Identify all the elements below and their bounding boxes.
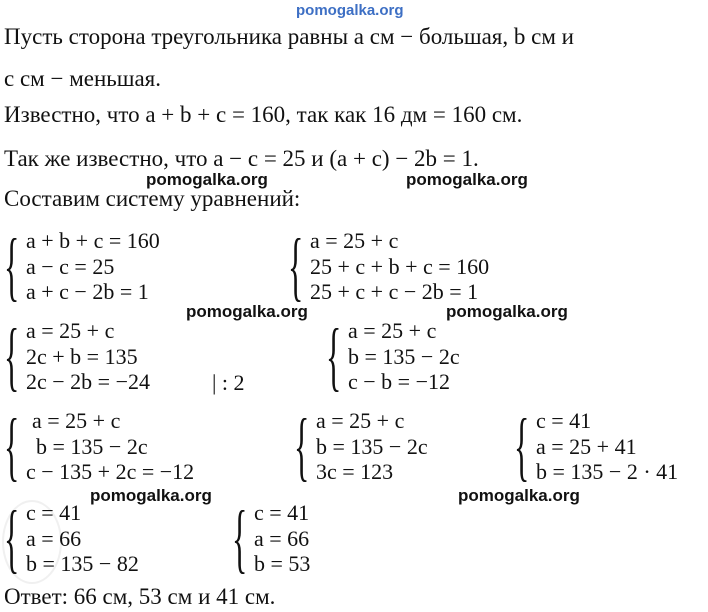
equation: a = 66 <box>26 525 82 551</box>
equation: a + b + c = 160 <box>26 228 160 253</box>
equation: a = 25 + c <box>348 318 437 343</box>
brace-icon: { <box>232 495 248 581</box>
brace-icon: { <box>326 313 342 399</box>
equation: c = 41 <box>536 408 592 433</box>
equation: a = 25 + 41 <box>536 433 637 459</box>
compose-system-line: Составим систему уравнений: <box>4 186 301 211</box>
equation: a = 66 <box>254 525 310 551</box>
known-diff-line: Так же известно, что a − c = 25 и (a + c) − 2b = 1. <box>4 146 479 171</box>
equation: c = 41 <box>254 500 310 525</box>
equation: 25 + c + b + c = 160 <box>310 253 490 279</box>
equation: b = 53 <box>254 551 311 576</box>
intro-line-2: c см − меньшая. <box>4 66 162 91</box>
watermark: pomogalka.org <box>406 170 528 189</box>
answer-line: Ответ: 66 см, 53 см и 41 см. <box>4 584 276 609</box>
equation: b = 135 − 2c <box>36 433 148 459</box>
equation: a = 25 + c <box>32 408 121 433</box>
brace-icon: { <box>294 403 310 489</box>
watermark: pomogalka.org <box>146 170 268 189</box>
equation: 25 + c + c − 2b = 1 <box>310 279 479 304</box>
equation: b = 135 − 82 <box>26 551 139 576</box>
equation: a = 25 + c <box>26 318 115 343</box>
brace-icon: { <box>514 403 530 489</box>
watermark: pomogalka.org <box>90 486 212 505</box>
divide-by-2-note: | : 2 <box>212 370 245 395</box>
equation: 2c + b = 135 <box>26 343 138 369</box>
brace-icon: { <box>4 223 20 309</box>
brace-icon: { <box>4 495 20 581</box>
watermark: pomogalka.org <box>458 486 580 505</box>
equation: 2c − 2b = −24 <box>26 369 150 394</box>
known-sum-line: Известно, что a + b + c = 160, так как 16 дм = 160 см. <box>4 102 523 127</box>
equation: c − 135 + 2c = −12 <box>26 459 195 484</box>
brace-icon: { <box>4 403 20 489</box>
equation: b = 135 − 2c <box>348 343 460 369</box>
equation: a = 25 + c <box>316 408 405 433</box>
equation: b = 135 − 2c <box>316 433 428 459</box>
brace-icon: { <box>4 313 20 399</box>
equation: a + c − 2b = 1 <box>26 279 149 304</box>
watermark: pomogalka.org <box>446 302 568 321</box>
watermark: pomogalka.org <box>186 302 308 321</box>
watermark-top: pomogalka.org <box>296 2 404 19</box>
brace-icon: { <box>288 223 304 309</box>
equation: c = 41 <box>26 500 82 525</box>
equation: c − b = −12 <box>348 369 450 394</box>
equation: b = 135 − 2 · 41 <box>536 459 679 484</box>
intro-line-1: Пусть сторона треугольника равны a см − большая, b см и <box>4 24 574 49</box>
equation: a − c = 25 <box>26 253 115 279</box>
equation: 3c = 123 <box>316 459 394 484</box>
equation: a = 25 + c <box>310 228 399 253</box>
